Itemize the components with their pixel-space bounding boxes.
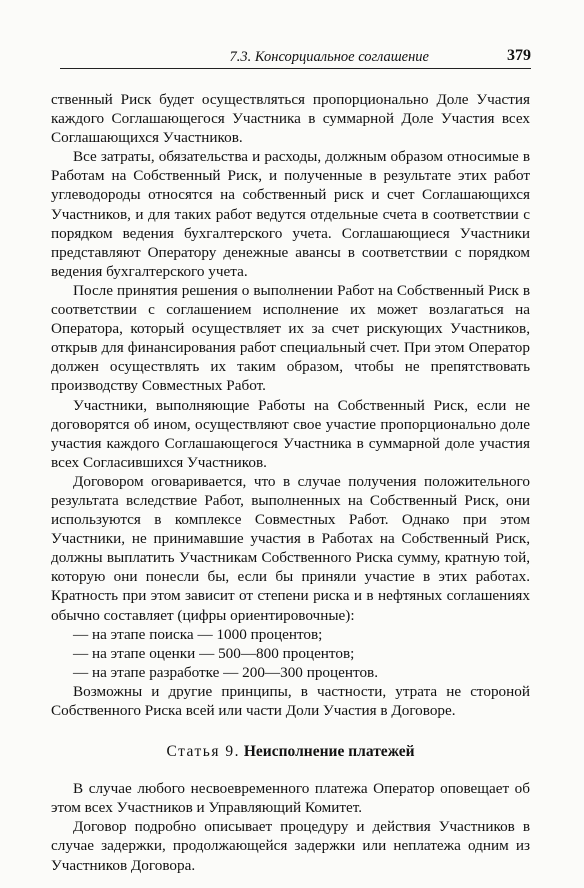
running-header [60,46,531,69]
risk-multiplier-list [51,625,530,682]
list-item: — на этапе поиска — 1000 процентов; [73,625,323,643]
running-title: 7.3. Консорциальное соглашение [229,49,429,65]
paragraph-continued: ственный Риск будет осуществляться пропорционально Доле Участия каждого Соглашающегося Участника в суммарной Доле Участия всех Соглашающихся Участников. [51,91,530,147]
paragraph: Возможны и другие принципы, в частности, утрата не стороной Собственного Риска всей или части Доли Участия в Договоре. [51,682,530,719]
paragraph: Все затраты, обязательства и расходы, должным образом относимые в Работам на Собственный Риск, и полученные в результате этих работ углеводороды относятся на собственный риск и счет Соглашающихся Участников, и для таких работ ведутся отдельные счета в соответствии с порядком ведения бухгалтерского учета. Соглашающиеся Участники представляют Оператору денежные авансы в соответствии с порядком ведения бухгалтерского учета. [51,148,530,280]
paragraph: Участники, выполняющие Работы на Собственный Риск, если не договорятся об ином, осуществляют свое участие пропорционально доле участия каждого Соглашающегося Участника в суммарной доле участия всех Согласившихся Участников. [51,396,530,471]
paragraph: Договором оговаривается, что в случае получения положительного результата вследствие Работ, выполненных на Собственный Риск, они используются в комплексе Совместных Работ. Однако при этом Участники, не принимавшие участия в Работах на Собственный Риск, должны выплатить Участникам Собственного Риска сумму, кратную той, которую они понесли бы, если бы приняли участие в этих работах. Кратность при этом зависит от степени риска и в нефтяных соглашениях обычно составляет (цифры ориентировочные): [51,472,530,624]
paragraph: Договор подробно описывает процедуру и действия Участников в случае задержки, продолжающейся задержки или неплатежа одним из Участников Договора. [51,818,530,874]
article-heading [51,742,530,761]
article-title: Неисполнение платежей [243,743,415,761]
list-item: — на этапе разработке — 200—300 процентов. [73,663,379,681]
paragraph: В случае любого несвоевременного платежа Оператор оповещает об этом всех Участников и Управляющий Комитет. [51,780,530,817]
page-body [51,90,530,875]
article-number: Статья 9. [166,743,240,761]
paragraph: После принятия решения о выполнении Работ на Собственный Риск в соответствии с соглашением исполнение их может возлагаться на Оператора, который осуществляет их за счет рискующих Участников, открыв для финансирования работ специальный счет. При этом Оператор должен осуществлять их таким образом, чтобы не препятствовать производству Совместных Работ. [51,281,530,395]
page-number: 379 [507,47,531,64]
list-item: — на этапе оценки — 500—800 процентов; [73,644,355,662]
